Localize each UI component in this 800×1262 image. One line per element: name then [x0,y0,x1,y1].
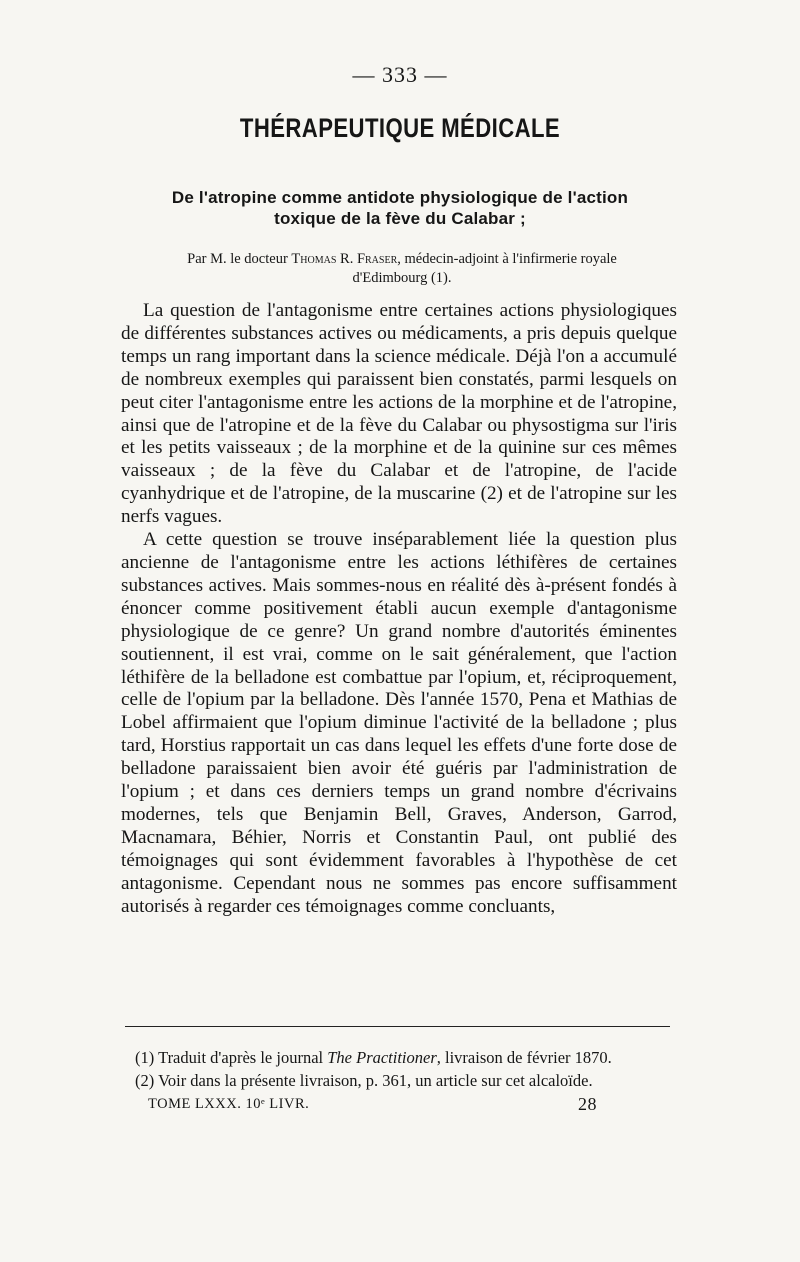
body-paragraph-2: A cette question se trouve inséparablement liée la question plus ancienne de l'antagonisme entre les actions léthifères de certaines substances actives. Mais sommes-nous en réalité dès à-présent fondés à énoncer comme positivement établi aucun exemple d'antagonisme physiologique de ce genre? Un grand nombre d'autorités éminentes soutiennent, il est vrai, comme on le sait généralement, que l'action léthifère de la belladone est combattue par l'opium, et, réciproquement, celle de l'opium par la belladone. Dès l'année 1570, Pena et Mathias de Lobel affirmaient que l'opium diminue l'activité de la belladone ; plus tard, Horstius rapportait un cas dans lequel les effets d'une forte dose de belladone paraissaient bien avoir été guéris par l'administration de l'opium ; et dans ces derniers temps un grand nombre d'écrivains modernes, tels que Benjamin Bell, Graves, Anderson, Garrod, Macnamara, Béhier, Norris et Constantin Paul, ont publié des témoignages qui sont évidemment favorables à l'hypothèse de cet antagonisme. Cependant nous ne sommes pas encore suffisamment autorisés à regarder ces témoignages comme concluants, [121,529,677,917]
sheet-number: 28 [578,1094,597,1114]
byline-line-2: d'Edimbourg (1). [352,270,452,286]
page-number: — 333 — [352,62,448,87]
byline-line-1 [112,250,692,269]
footnote-1-journal: The Practitioner [327,1048,437,1067]
footnote-1-prefix: (1) Traduit d'après le journal [135,1048,328,1067]
section-title: THÉRAPEUTIQUE MÉDICALE [239,113,561,143]
article-body [121,300,677,918]
tome-label: TOME LXXX. 10ᵉ LIVR. [148,1096,310,1112]
footnotes [135,1046,680,1092]
article-title-line-1: De l'atropine comme antidote physiologique de l'action [171,188,629,207]
footnote-1 [135,1046,680,1069]
footnote-2: (2) Voir dans la présente livraison, p. 361, un article sur cet alcaloïde. [135,1071,593,1090]
article-title-line-2: toxique de la fève du Calabar ; [274,209,526,228]
footnote-1-suffix: , livraison de février 1870. [436,1048,612,1067]
footnote-divider [125,1026,670,1027]
article-title [110,187,690,229]
body-paragraph-1: La question de l'antagonisme entre certaines actions physiologiques de différentes substances actives ou médicaments, a pris depuis quelque temps un rang important dans la science médicale. Déjà l'on a accumulé de nombreux exemples qui paraissent bien constatés, parmi lesquels on peut citer l'antagonisme entre les actions de la morphine et de l'atropine, ainsi que de l'atropine et de la fève du Calabar ou physostigma sur l'iris et les petits vaisseaux ; de la morphine et de la quinine sur ces mêmes vaisseaux ; de la fève du Calabar et de l'atropine, de l'acide cyanhydrique et de l'atropine, de la muscarine (2) et de l'atropine sur les nerfs vagues. [121,300,677,528]
author-name: Thomas R. Fraser [291,251,398,267]
article-byline [112,250,692,288]
byline-affiliation: , médecin-adjoint à l'infirmerie royale [397,251,617,267]
byline-prefix: Par M. le docteur [187,251,292,267]
